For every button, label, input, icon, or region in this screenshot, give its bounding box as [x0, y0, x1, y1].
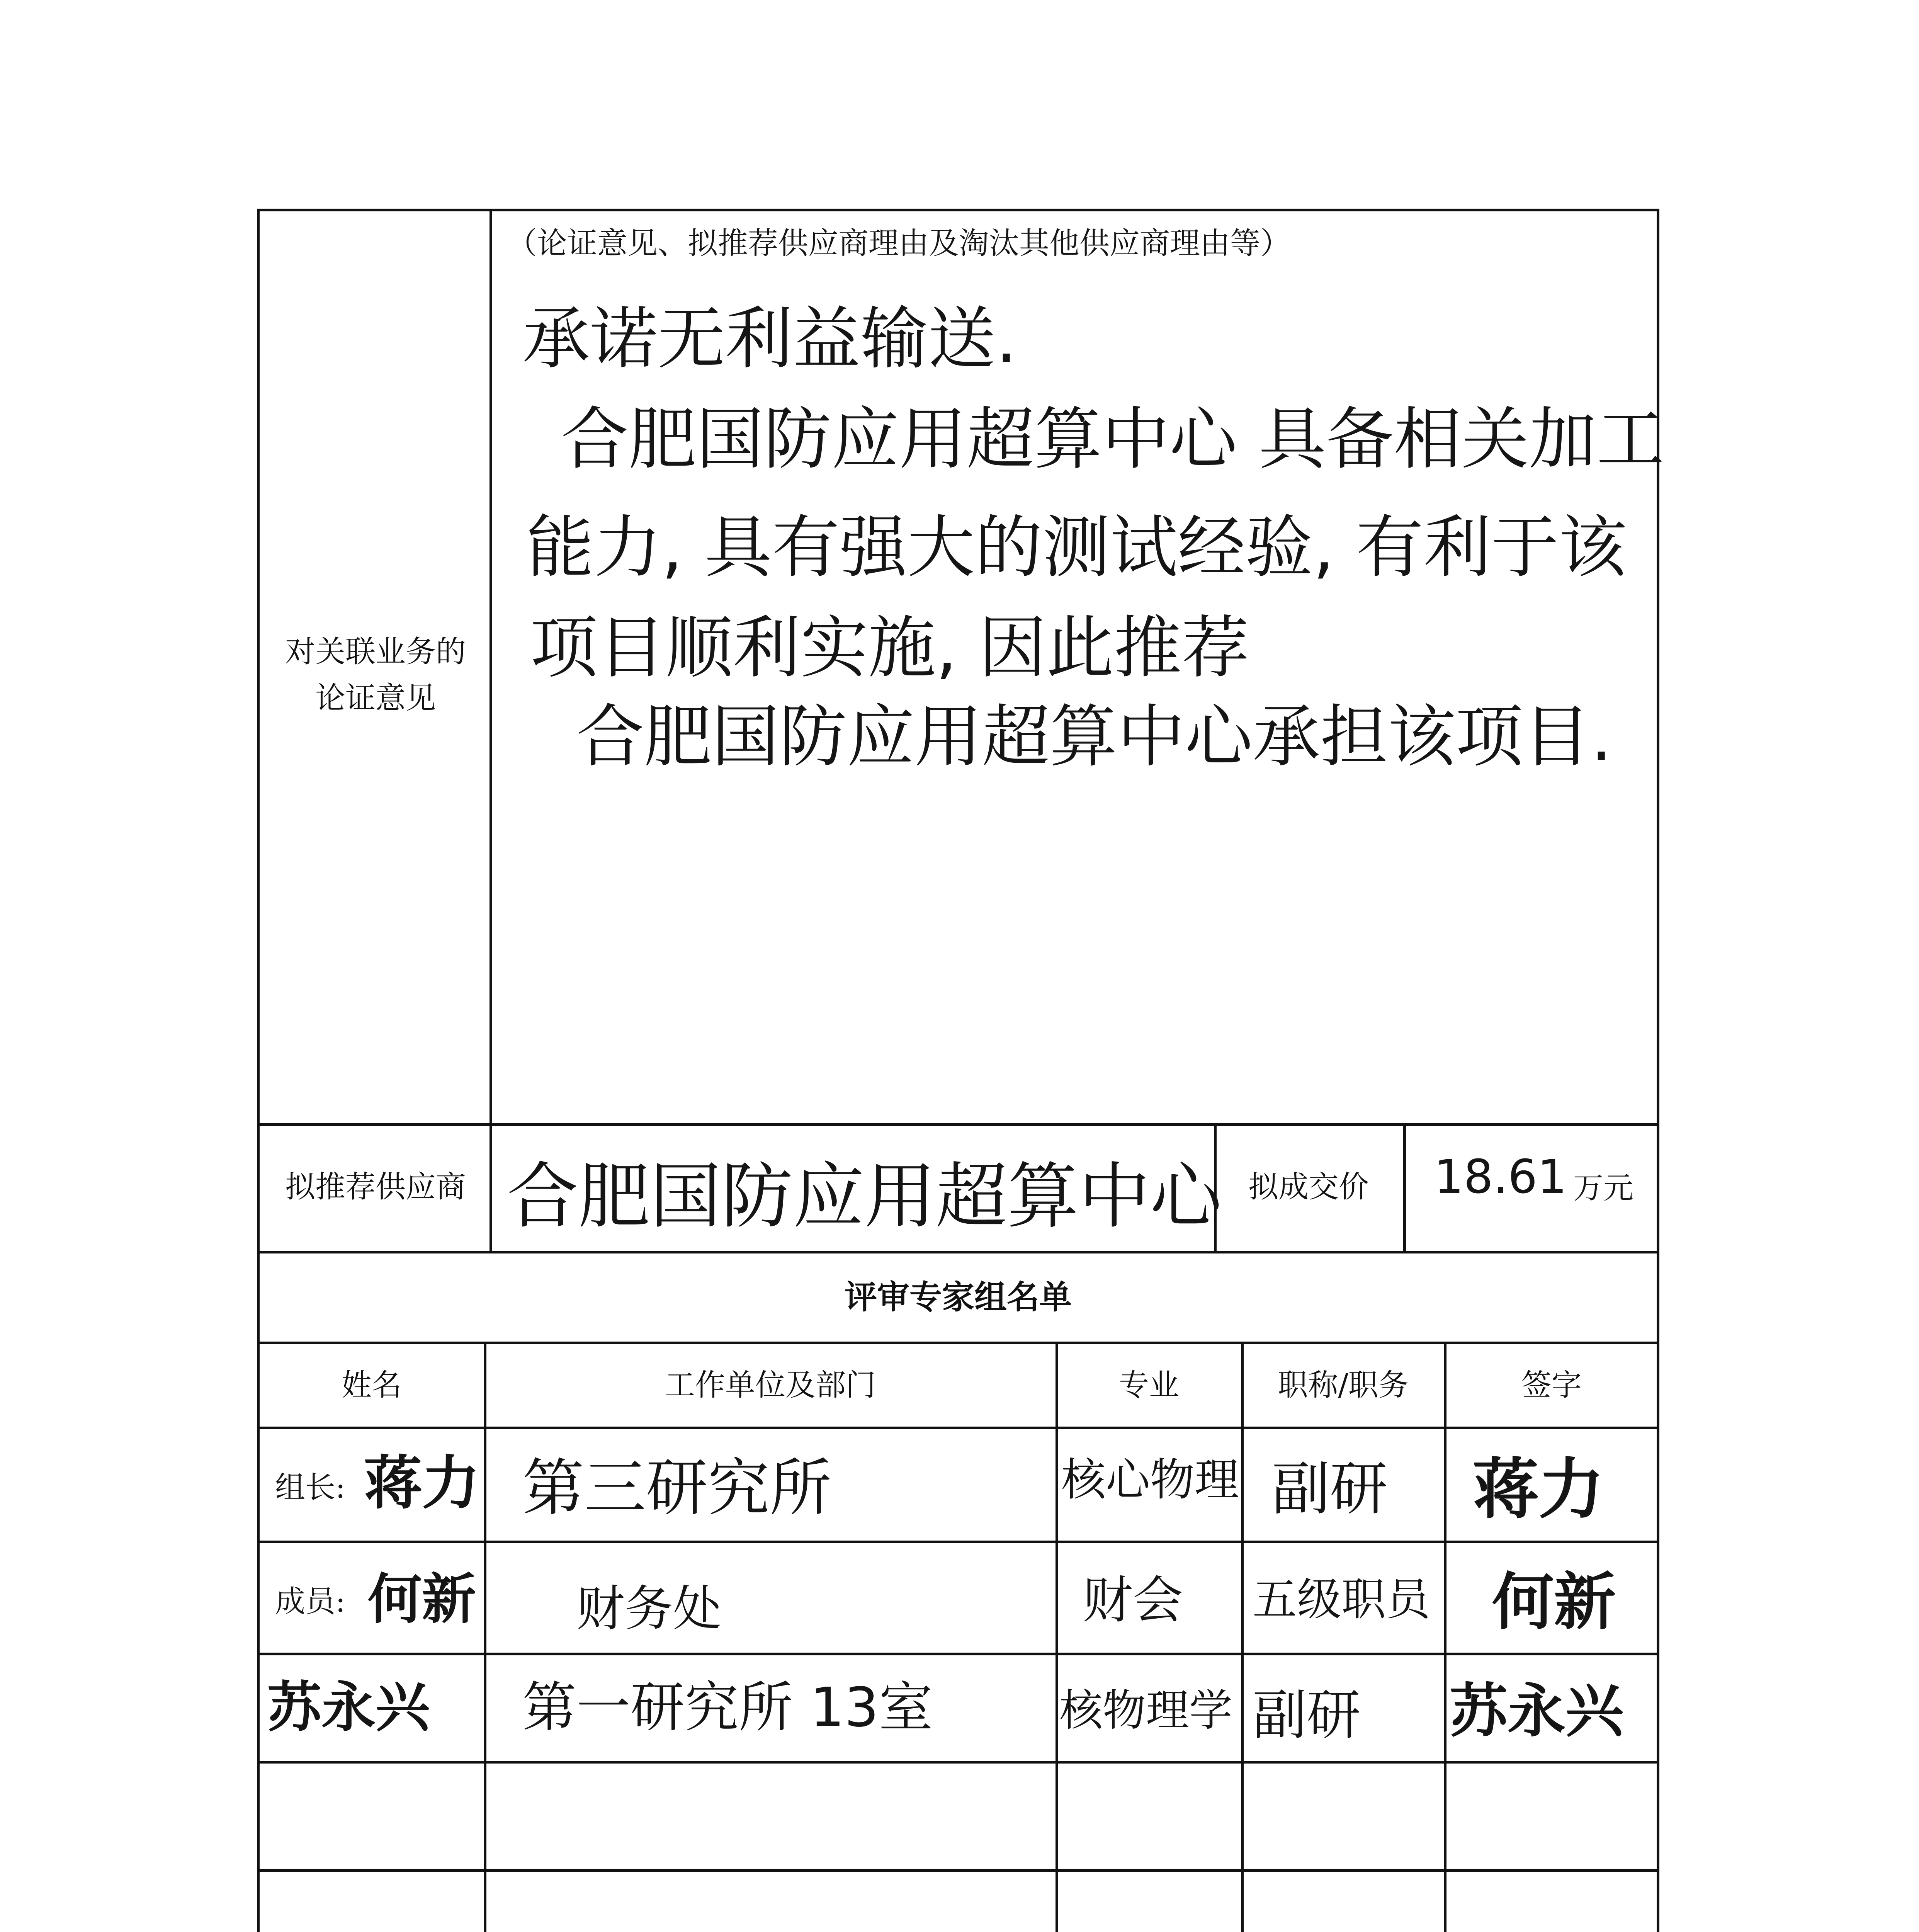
- row1-major: 核心物理: [1061, 1454, 1239, 1506]
- rule-opinion-bottom: [260, 1123, 1657, 1126]
- row1-title: 副研: [1272, 1456, 1388, 1523]
- row2-title: 五级职员: [1253, 1574, 1431, 1626]
- header-major: 专业: [1118, 1367, 1179, 1403]
- row2-prefix: 成员:: [275, 1584, 346, 1619]
- rule-major-column: [1241, 1342, 1244, 1932]
- row3-signature: 苏永兴: [1450, 1678, 1624, 1745]
- rule-title-bottom: [260, 1342, 1657, 1344]
- rule-row4-bottom: [260, 1869, 1657, 1872]
- row2-major: 财会: [1083, 1571, 1183, 1629]
- rule-header-bottom: [260, 1427, 1657, 1429]
- header-title: 职称/职务: [1278, 1367, 1409, 1403]
- row1-prefix: 组长:: [275, 1470, 346, 1505]
- opinion-line-4: 项目顺利实施, 因此推荐: [530, 609, 1249, 687]
- header-unit: 工作单位及部门: [665, 1367, 876, 1403]
- supplier-label: 拟推荐供应商: [285, 1170, 466, 1204]
- row3-unit: 第一研究所 13室: [522, 1676, 933, 1739]
- rule-supplier-bottom: [260, 1251, 1657, 1253]
- rule-label-column: [490, 211, 492, 1251]
- row2-signature: 何新: [1492, 1566, 1616, 1638]
- rule-row3-bottom: [260, 1761, 1657, 1764]
- price-unit: 万元: [1573, 1171, 1634, 1206]
- row3-title: 副研: [1253, 1684, 1361, 1747]
- row3-name: 苏永兴: [267, 1676, 430, 1739]
- supplier-value: 合肥国防应用超算中心: [507, 1155, 1222, 1238]
- row1-unit: 第三研究所: [522, 1452, 832, 1524]
- opinion-line-2: 合肥国防应用超算中心 具备相关加工: [561, 400, 1664, 479]
- rule-price-mid: [1403, 1123, 1406, 1251]
- rule-row1-bottom: [260, 1541, 1657, 1543]
- opinion-line-1: 承诺无利益输送.: [522, 300, 1017, 378]
- experts-title: 评审专家组名单: [844, 1278, 1072, 1316]
- price-value: 18.61: [1434, 1150, 1567, 1204]
- header-sign: 签字: [1521, 1367, 1582, 1403]
- row2-unit: 财务处: [576, 1581, 721, 1637]
- review-form: [257, 209, 1664, 1932]
- row2-name: 何新: [368, 1568, 476, 1631]
- row1-signature: 蒋力: [1473, 1451, 1605, 1528]
- opinion-label: 对关联业务的论证意见: [285, 634, 466, 716]
- price-label: 拟成交价: [1248, 1170, 1369, 1204]
- rule-unit-column: [1056, 1342, 1058, 1932]
- opinion-line-3: 能力, 具有强大的测试经验, 有利于该: [526, 509, 1627, 587]
- rule-row2-bottom: [260, 1653, 1657, 1655]
- header-name: 姓名: [341, 1367, 402, 1403]
- row3-major: 核物理学: [1059, 1685, 1232, 1736]
- opinion-line-5: 合肥国防应用超算中心承担该项目.: [576, 698, 1612, 776]
- rule-title-column: [1444, 1342, 1446, 1932]
- rule-name-column: [484, 1342, 486, 1932]
- row1-name: 蒋力: [364, 1450, 480, 1517]
- opinion-hint: （论证意见、拟推荐供应商理由及淘汰其他供应商理由等）: [507, 226, 1291, 261]
